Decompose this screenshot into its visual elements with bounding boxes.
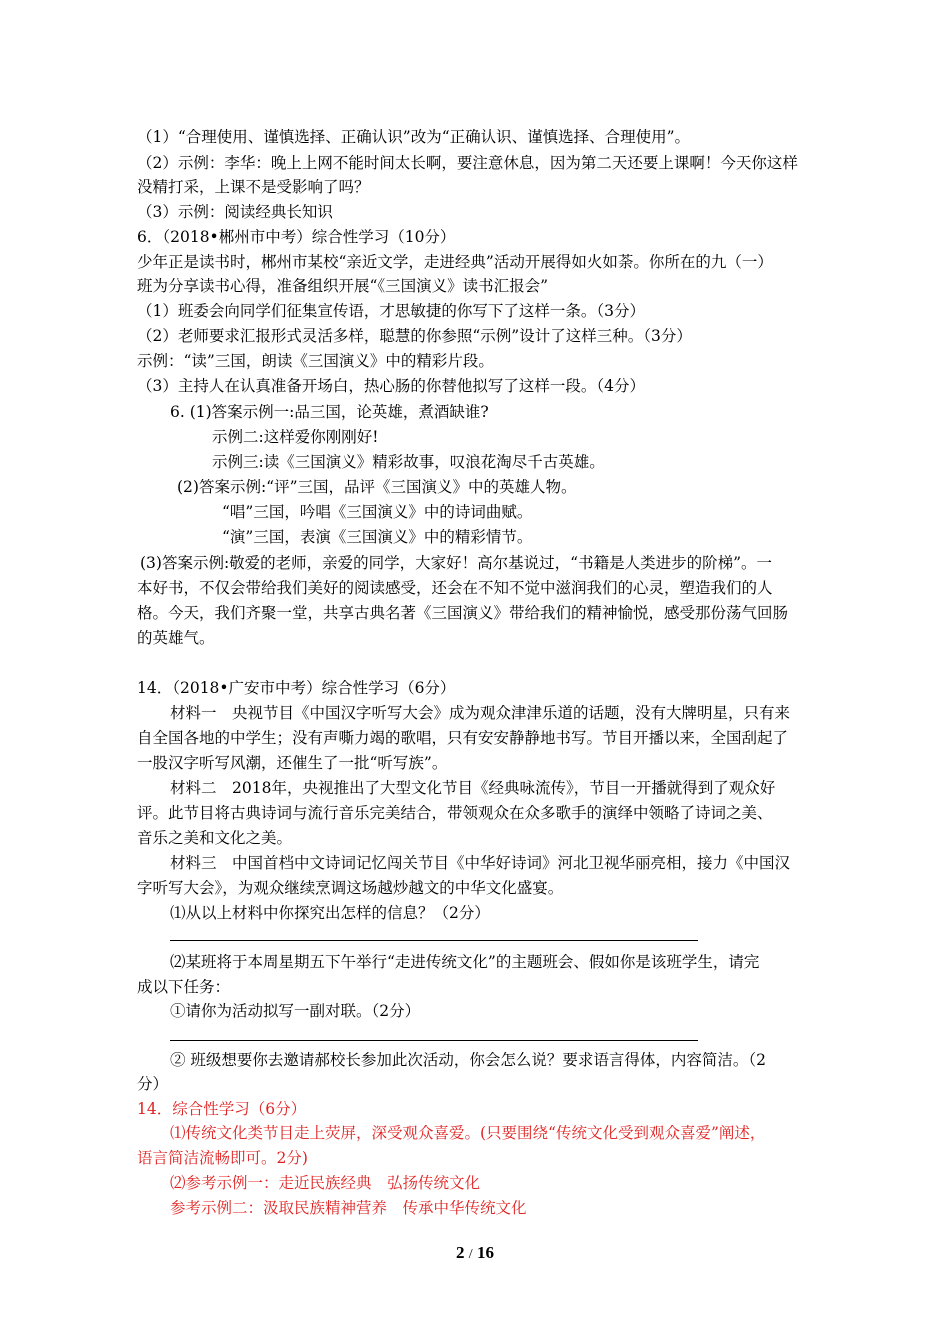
page-separator: / (468, 1247, 473, 1262)
material-text: 自全国各地的中学生；没有声嘶力竭的歌唱，只有安安静静地书写。节目开播以来，全国刮起了 (137, 729, 789, 747)
answer-line: 没精打采，上课不是受影响了吗？ (137, 178, 370, 196)
question-heading: 6．（2018•郴州市中考）综合性学习（10分） (137, 228, 456, 246)
answer-blank-line (170, 1040, 698, 1041)
question-text: ①请你为活动拟写一副对联。（2分） (170, 1002, 421, 1020)
material-text: 评。此节目将古典诗词与流行音乐完美结合，带领观众在众多歌手的演绎中领略了诗词之美、 (137, 804, 773, 822)
answer-line: 本好书，不仅会带给我们美好的阅读感受，还会在不知不觉中滋润我们的心灵，塑造我们的人 (137, 579, 773, 597)
material-text: 材料一 央视节目《中国汉字听写大会》成为观众津津乐道的话题，没有大牌明星，只有来 (170, 704, 791, 722)
answer-heading: 14．综合性学习（6分） (137, 1100, 307, 1118)
question-text: 班为分享读书心得，准备组织开展“《三国演义》读书汇报会” (137, 277, 549, 295)
question-heading: 14．（2018•广安市中考）综合性学习（6分） (137, 679, 456, 697)
page-total: 16 (476, 1243, 494, 1262)
answer-line: 示例二:这样爱你刚刚好! (212, 428, 379, 446)
answer-line: ⑵参考示例一：走近民族经典 弘扬传统文化 (170, 1174, 481, 1192)
page-current: 2 (456, 1243, 465, 1262)
material-text: 字听写大会》，为观众继续烹调这场越炒越文的中华文化盛宴。 (137, 879, 564, 897)
question-text: ⑴从以上材料中你探究出怎样的信息？（2分） (170, 904, 490, 922)
answer-line: 的英雄气。 (137, 629, 215, 647)
answer-line: （3）示例：阅读经典长知识 (137, 203, 333, 221)
answer-line: 语言简洁流畅即可。2分) (137, 1149, 308, 1167)
question-text: 分） (137, 1075, 169, 1093)
material-text: 材料三 中国首档中文诗词记忆闯关节目《中华好诗词》河北卫视华丽亮相，接力《中国汉 (170, 854, 791, 872)
answer-line: ⑴传统文化类节目走上荧屏，深受观众喜爱。(只要围绕“传统文化受到观众喜爱”阐述， (170, 1124, 766, 1142)
answer-line: “演”三国，表演《三国演义》中的精彩情节。 (222, 528, 533, 546)
answer-blank-line (170, 940, 698, 941)
answer-line: 格。今天，我们齐聚一堂，共享古典名著《三国演义》带给我们的精神愉悦，感受那份荡气回肠 (137, 604, 789, 622)
question-text: 成以下任务： (137, 978, 231, 996)
answer-line: 6. (1)答案示例一:品三国，论英雄，煮酒缺谁? (170, 403, 489, 421)
question-text: （3）主持人在认真准备开场白，热心肠的你替他拟写了这样一段。（4分） (137, 377, 645, 395)
question-text: 少年正是读书时，郴州市某校“亲近文学，走进经典”活动开展得如火如荼。你所在的九（一） (137, 253, 773, 271)
question-text: ⑵某班将于本周星期五下午举行“走进传统文化”的主题班会、假如你是该班学生，请完 (170, 953, 760, 971)
answer-line: “唱”三国，吟唱《三国演义》中的诗词曲赋。 (222, 503, 533, 521)
material-text: 一股汉字听写风潮，还催生了一批“听写族”。 (137, 754, 448, 772)
answer-line: 参考示例二：汲取民族精神营养 传承中华传统文化 (170, 1199, 527, 1217)
material-text: 音乐之美和文化之美。 (137, 829, 293, 847)
page-number (0, 1243, 950, 1263)
answer-line: 示例三:读《三国演义》精彩故事，叹浪花淘尽千古英雄。 (212, 453, 605, 471)
question-text: ② 班级想要你去邀请郝校长参加此次活动，你会怎么说？要求语言得体，内容简洁。（2 (170, 1051, 767, 1069)
answer-line: （1）“合理使用、谨慎选择、正确认识”改为“正确认识、谨慎选择、合理使用”。 (137, 128, 691, 146)
answer-line: (2)答案示例:“评”三国，品评《三国演义》中的英雄人物。 (177, 478, 577, 496)
question-text: 示例：“读”三国，朗读《三国演义》中的精彩片段。 (137, 352, 494, 370)
question-text: （2）老师要求汇报形式灵活多样，聪慧的你参照“示例”设计了这样三种。（3分） (137, 327, 692, 345)
material-text: 材料二 2018年，央视推出了大型文化节目《经典咏流传》，节目一开播就得到了观众好 (170, 779, 776, 797)
answer-line: (3)答案示例:敬爱的老师，亲爱的同学，大家好！高尔基说过，“书籍是人类进步的阶梯”。一 (140, 554, 773, 572)
answer-line: （2）示例：李华：晚上上网不能时间太长啊，要注意休息，因为第二天还要上课啊！今天你这样 (137, 154, 798, 172)
question-text: （1）班委会向同学们征集宣传语，才思敏捷的你写下了这样一条。（3分） (137, 302, 645, 320)
